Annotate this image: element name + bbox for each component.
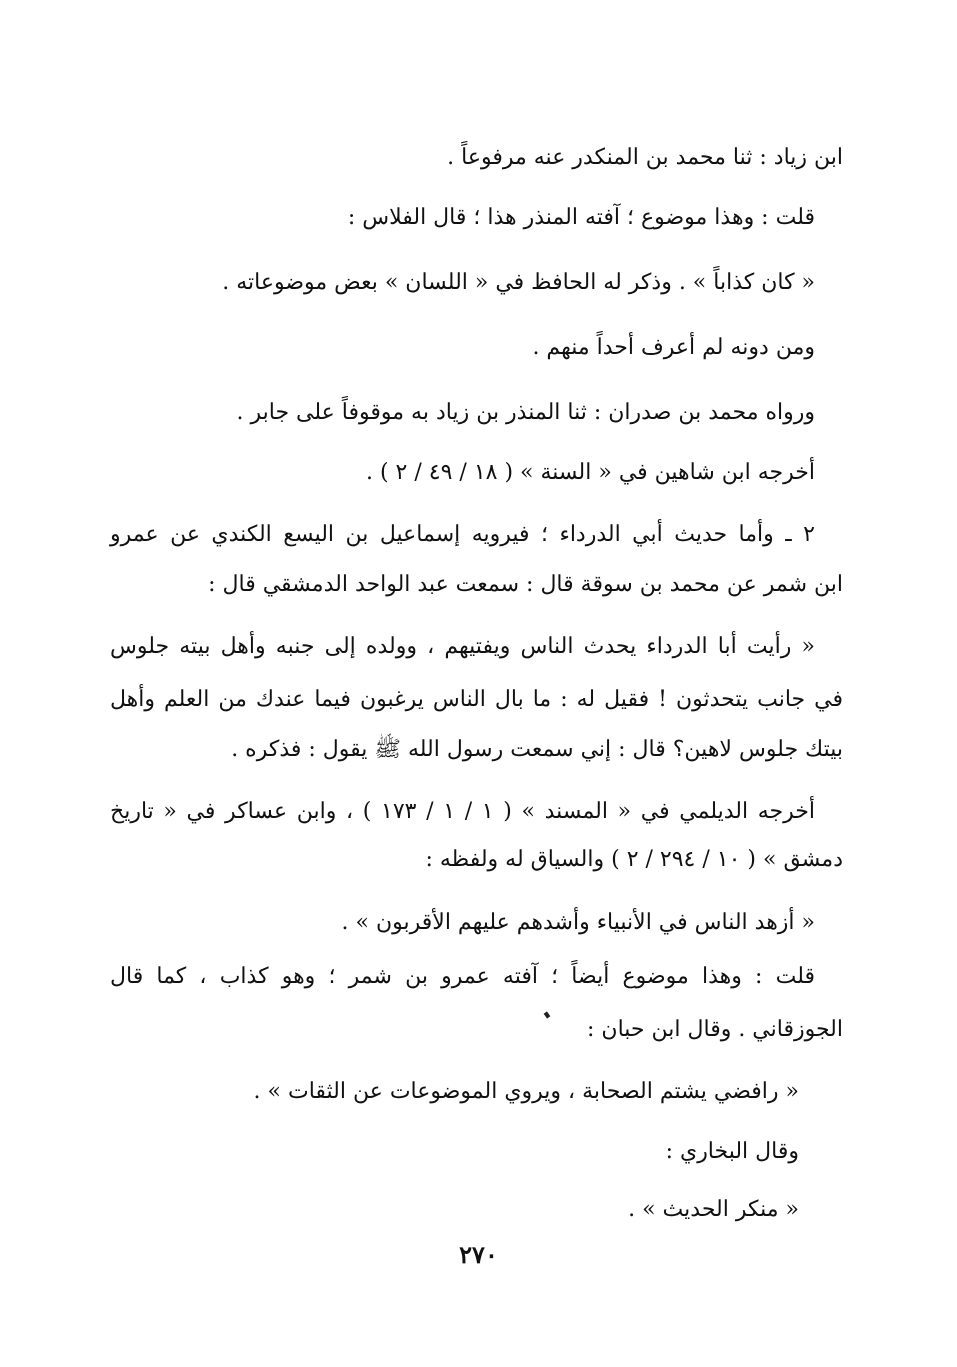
text-line-18: وقال البخاري : bbox=[665, 1139, 799, 1164]
text-line-8: ابن شمر عن محمد بن سوقة قال : سمعت عبد الواحد الدمشقي قال : bbox=[208, 572, 843, 597]
text-line-3: « كان كذاباً » . وذكر له الحافظ في « اللسان » بعض موضوعاته . bbox=[222, 270, 815, 295]
stray-mark bbox=[544, 1011, 551, 1018]
text-line-4: ومن دونه لم أعرف أحداً منهم . bbox=[532, 335, 815, 360]
text-line-12: أخرجه الديلمي في « المسند » ( ١ / ١ / ١٧٣ ) ، وابن عساكر في « تاريخ bbox=[110, 799, 815, 824]
text-line-6: أخرجه ابن شاهين في « السنة » ( ١٨ / ٤٩ / ٢ ) . bbox=[365, 460, 815, 485]
text-line-17: « رافضي يشتم الصحابة ، ويروي الموضوعات عن الثقات » . bbox=[253, 1079, 799, 1104]
text-line-10: في جانب يتحدثون ! فقيل له : ما بال الناس يرغبون فيما عندك من العلم وأهل bbox=[110, 687, 843, 712]
text-line-5: ورواه محمد بن صدران : ثنا المنذر بن زياد به موقوفاً على جابر . bbox=[236, 400, 815, 425]
text-line-14: « أزهد الناس في الأنبياء وأشدهم عليهم الأقربون » . bbox=[341, 910, 815, 935]
text-line-11: بيتك جلوس لاهين؟ قال : إني سمعت رسول الله ﷺ يقول : فذكره . bbox=[231, 737, 843, 762]
text-line-19: « منكر الحديث » . bbox=[628, 1197, 799, 1222]
text-line-2: قلت : وهذا موضوع ؛ آفته المنذر هذا ؛ قال الفلاس : bbox=[347, 205, 815, 230]
text-line-15: قلت : وهذا موضوع أيضاً ؛ آفته عمرو بن شمر ؛ وهو كذاب ، كما قال bbox=[110, 964, 815, 989]
text-line-7: ٢ ـ وأما حديث أبي الدرداء ؛ فيرويه إسماعيل بن اليسع الكندي عن عمرو bbox=[110, 522, 815, 547]
text-line-1: ابن زياد : ثنا محمد بن المنكدر عنه مرفوعاً . bbox=[447, 145, 843, 170]
page-number: ٢٧٠ bbox=[459, 1240, 498, 1269]
text-line-13: دمشق » ( ١٠ / ٢٩٤ / ٢ ) والسياق له ولفظه : bbox=[425, 847, 843, 872]
text-line-16: الجوزقاني . وقال ابن حبان : bbox=[587, 1017, 843, 1042]
text-line-9: « رأيت أبا الدرداء يحدث الناس ويفتيهم ، وولده إلى جنبه وأهل بيته جلوس bbox=[110, 634, 815, 659]
